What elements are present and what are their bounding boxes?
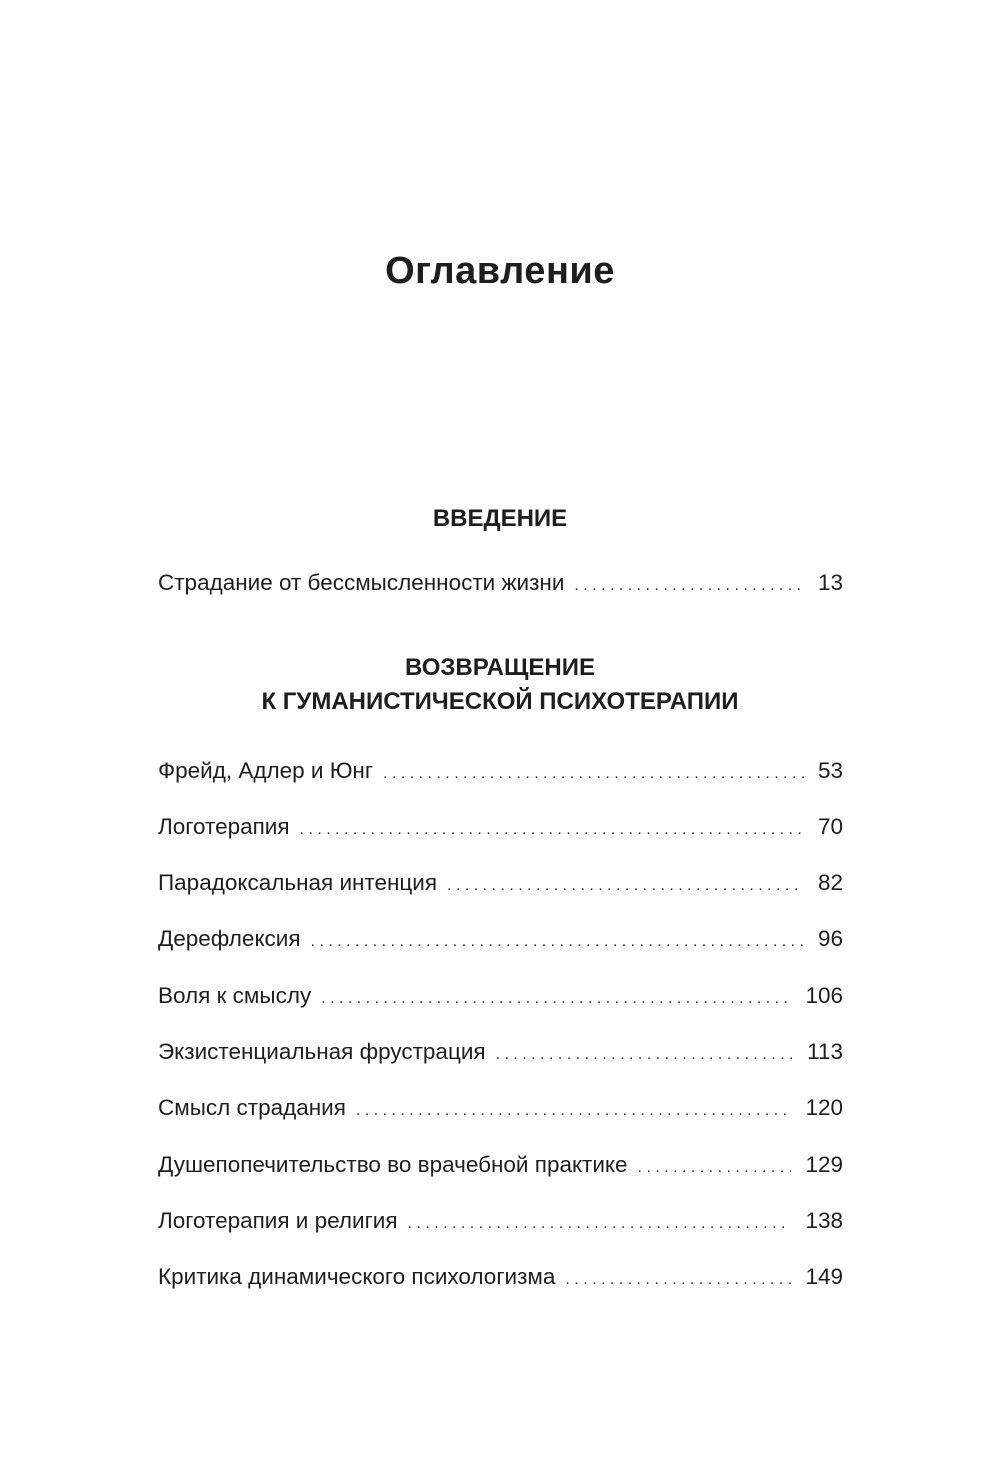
section-heading-line: ВВЕДЕНИЕ [432,505,568,532]
toc-entry-title: Страдание от бессмысленности жизни [158,570,565,595]
toc-entry-page: 53 [817,758,843,783]
toc-entry-title: Фрейд, Адлер и Юнг [158,758,374,783]
toc-entry-title: Душепопечительство во врачебной практике [158,1152,628,1177]
dot-leader [496,1038,794,1072]
toc-entry-page: 138 [805,1208,843,1233]
toc-entry-page: 70 [817,814,843,839]
toc-entry-title: Логотерапия и религия [158,1208,398,1233]
toc-entry[interactable] [158,1204,843,1238]
toc-entry-title: Экзистенциальная фрустрация [158,1039,486,1064]
section-heading-line: ВОЗВРАЩЕНИЕ [404,654,596,681]
toc-entry[interactable] [158,566,843,600]
toc-entry-page: 82 [817,870,843,895]
toc-entry[interactable] [158,866,843,900]
dot-leader [321,982,791,1016]
section-heading-return [0,651,1000,719]
toc-entry[interactable] [158,979,843,1013]
toc-entry-page: 149 [805,1264,843,1289]
dot-leader [356,1094,792,1128]
toc-entry-title: Смысл страдания [158,1095,346,1120]
toc-entry-page: 13 [817,570,843,595]
dot-leader [408,1207,792,1241]
dot-leader [638,1151,792,1185]
dot-leader [383,757,804,791]
toc-entry-title: Критика динамического психологизма [158,1264,556,1289]
toc-entry-title: Парадоксальная интенция [158,870,438,895]
toc-entry-page: 96 [817,926,843,951]
toc-entry[interactable] [158,1148,843,1182]
toc-entry-title: Дерефлексия [158,926,301,951]
page-title: Оглавление [385,250,615,292]
toc-entry-page: 120 [805,1095,843,1120]
toc-entry[interactable] [158,810,843,844]
dot-leader [311,925,804,959]
toc-entry-page: 129 [805,1152,843,1177]
dot-leader [300,813,804,847]
toc-entry[interactable] [158,1035,843,1069]
section-heading-introduction [0,502,1000,536]
toc-entry[interactable] [158,922,843,956]
toc-entry[interactable] [158,1260,843,1294]
toc-entry[interactable] [158,754,843,788]
toc-entry[interactable] [158,1091,843,1125]
toc-entry-title: Логотерапия [158,814,290,839]
dot-leader [574,569,804,603]
toc-entry-page: 113 [807,1039,843,1064]
dot-leader [447,869,804,903]
dot-leader [565,1263,791,1297]
toc-entry-title: Воля к смыслу [158,983,312,1008]
section-heading-line: К ГУМАНИСТИЧЕСКОЙ ПСИХОТЕРАПИИ [261,688,739,715]
toc-entry-page: 106 [805,983,843,1008]
